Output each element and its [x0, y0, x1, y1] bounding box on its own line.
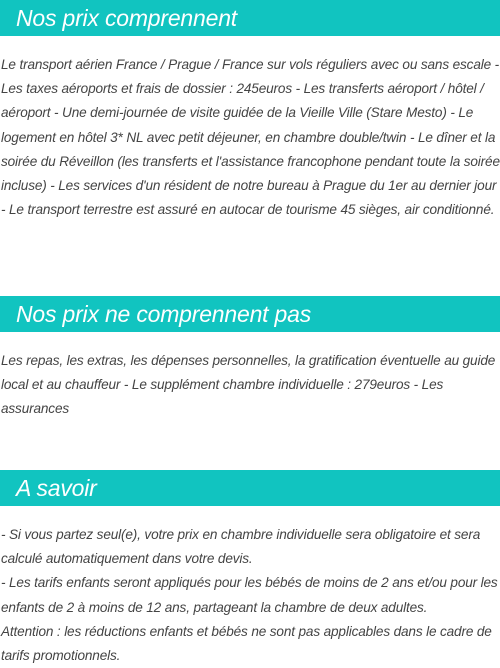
section-text — [0, 523, 500, 668]
section-text — [0, 349, 500, 422]
paragraph: Les repas, les extras, les dépenses personnelles, la gratification éventuelle au guide local et au chauffeur - Le supplément chambre individuelle : 279euros - Les assurances — [1, 353, 496, 417]
section-prix-comprennent — [0, 0, 500, 222]
section-heading: Nos prix ne comprennent pas — [0, 296, 500, 332]
paragraph: Le transport aérien France / Prague / France sur vols réguliers avec ou sans escale - Les taxes aéroports et frais de dossier : 245euros - Les transferts aéroport / hôtel / aéroport - Une demi-journée de visite guidée de la Vieille Ville (Stare Mesto) - Le logement en hôtel 3* NL avec petit déjeuner, en chambre double/twin - Le dîner et la soirée du Réveillon (les transferts et l'assistance francophone pendant toute la soirée incluse) - Les services d'un résident de notre bureau à Prague du 1er au dernier jour - Le transport terrestre est assuré en autocar de tourisme 45 sièges, air conditionné. — [1, 57, 500, 218]
paragraph: - Si vous partez seul(e), votre prix en chambre individuelle sera obligatoire et sera calculé automatiquement dans votre devis. — [1, 527, 481, 567]
section-text — [0, 53, 500, 222]
section-heading: A savoir — [0, 470, 500, 506]
section-a-savoir — [0, 470, 500, 668]
section-heading: Nos prix comprennent — [0, 0, 500, 36]
paragraph: - Les tarifs enfants seront appliqués pour les bébés de moins de 2 ans et/ou pour les enfants de 2 à moins de 12 ans, partageant la chambre de deux adultes. — [1, 575, 498, 615]
section-prix-ne-comprennent-pas — [0, 296, 500, 422]
paragraph: Attention : les réductions enfants et bébés ne sont pas applicables dans le cadre de tarifs promotionnels. — [1, 623, 492, 664]
